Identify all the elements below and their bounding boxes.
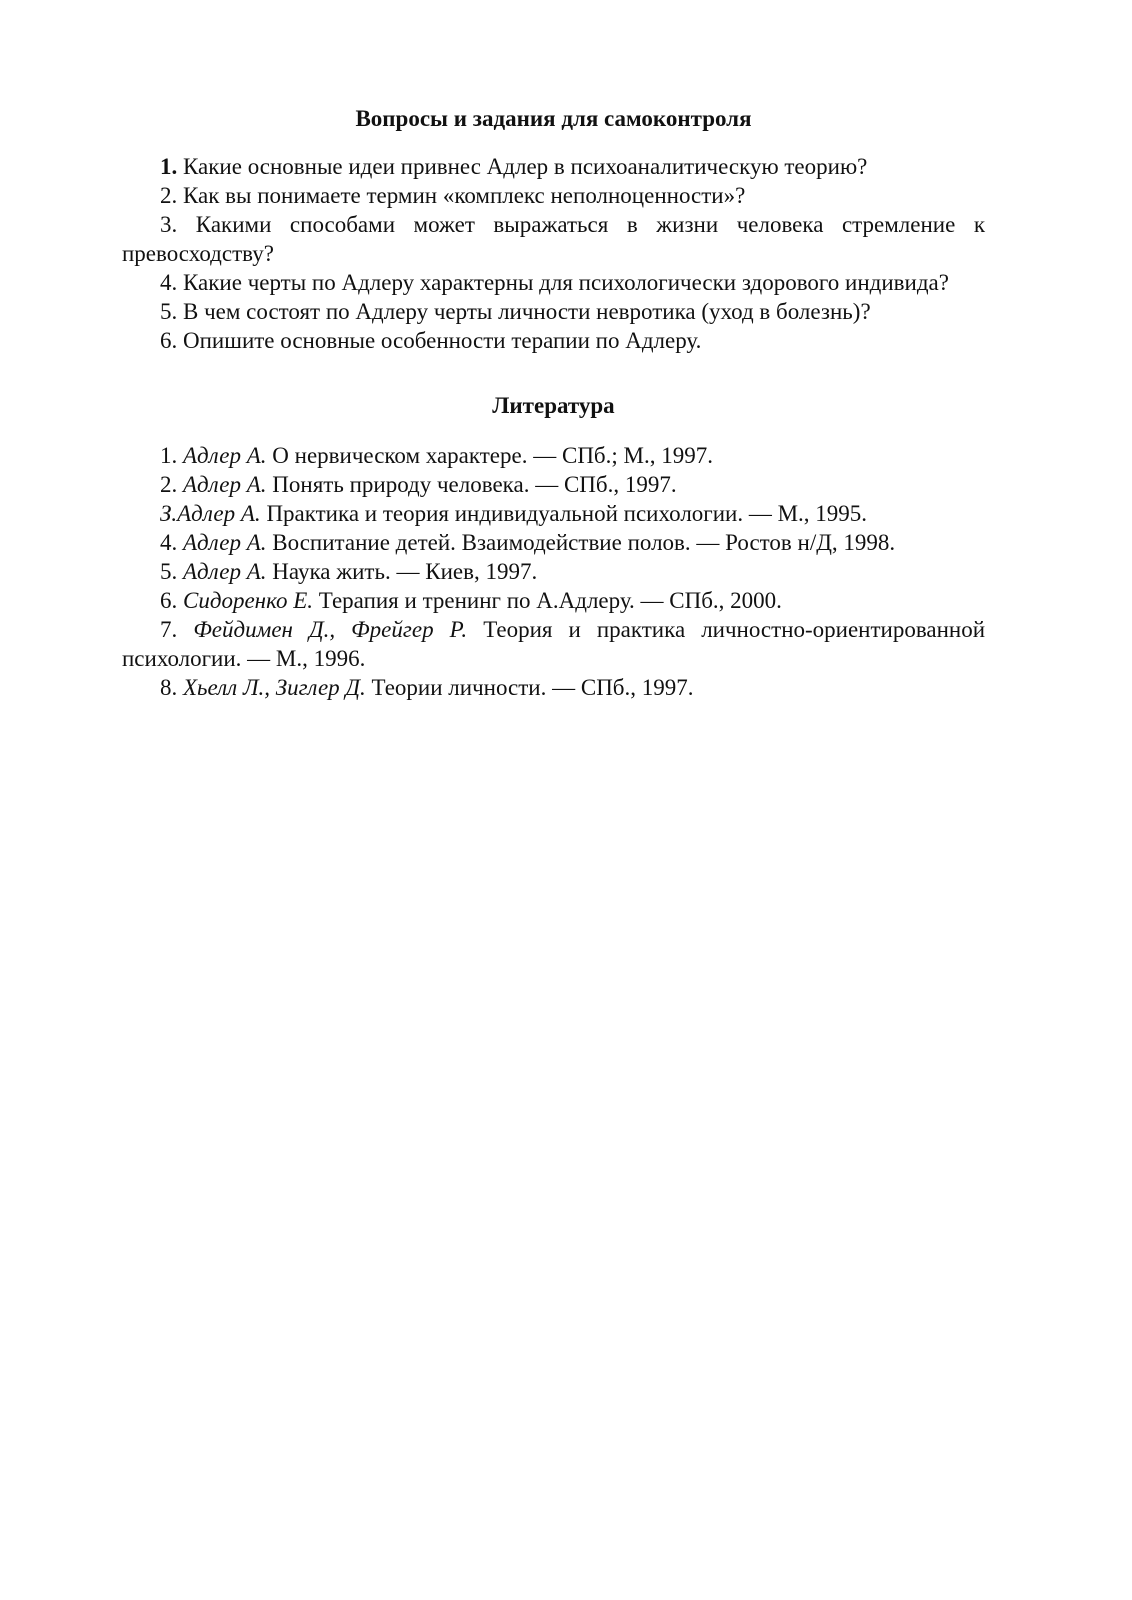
question-item <box>122 326 985 355</box>
question-text: Как вы понимаете термин «комплекс неполноценности»? <box>183 183 746 208</box>
question-text: Какими способами может выражаться в жизни человека стремление к превосходству? <box>122 212 985 266</box>
reference-author: Адлер А. <box>183 559 267 584</box>
reference-item <box>122 615 985 673</box>
reference-text: Наука жить. — Киев, 1997. <box>272 559 538 584</box>
question-item <box>122 152 985 181</box>
reference-author: Адлер А. <box>183 472 267 497</box>
question-text: Какие основные идеи привнес Адлер в психоаналитическую теорию? <box>183 154 868 179</box>
question-item <box>122 181 985 210</box>
reference-item <box>122 586 985 615</box>
question-item <box>122 210 985 268</box>
reference-author: Адлер А. <box>183 443 267 468</box>
reference-text: Практика и теория индивидуальной психологии. — М., 1995. <box>266 501 868 526</box>
reference-item <box>122 528 985 557</box>
reference-number: 8. <box>160 675 178 700</box>
reference-number: 1. <box>160 443 178 468</box>
reference-number: 4. <box>160 530 178 555</box>
document-page <box>122 100 985 702</box>
reference-number: 2. <box>160 472 178 497</box>
reference-item <box>122 441 985 470</box>
reference-item <box>122 470 985 499</box>
reference-number: 6. <box>160 588 178 613</box>
reference-text: Понять природу человека. — СПб., 1997. <box>272 472 677 497</box>
questions-heading: Вопросы и задания для самоконтроля <box>355 106 752 131</box>
question-text: В чем состоят по Адлеру черты личности невротика (уход в болезнь)? <box>183 299 871 324</box>
question-text: Опишите основные особенности терапии по Адлеру. <box>183 328 702 353</box>
reference-item <box>122 557 985 586</box>
reference-text: О нервическом характере. — СПб.; М., 1997. <box>272 443 713 468</box>
reference-author: Хьелл Л., Зиглер Д. <box>183 675 366 700</box>
reference-item <box>122 499 985 528</box>
reference-author: Адлер А. <box>183 530 267 555</box>
question-number: 4. <box>160 270 178 295</box>
questions-list <box>122 152 985 355</box>
reference-text: Терапия и тренинг по А.Адлеру. — СПб., 2000. <box>318 588 782 613</box>
literature-list <box>122 441 985 702</box>
reference-author: З.Адлер А. <box>160 501 261 526</box>
reference-text: Теория и практика личностно-ориентированной психологии. — М., 1996. <box>122 617 986 671</box>
question-number: 2. <box>160 183 178 208</box>
reference-author: Сидоренко Е. <box>183 588 314 613</box>
question-number: 5. <box>160 299 178 324</box>
reference-number: 7. <box>160 617 178 642</box>
question-number: 3. <box>160 212 178 237</box>
reference-text: Теории личности. — СПб., 1997. <box>371 675 694 700</box>
question-item <box>122 268 985 297</box>
literature-heading: Литература <box>492 393 615 418</box>
reference-item <box>122 673 985 702</box>
reference-text: Воспитание детей. Взаимодействие полов. — Ростов н/Д, 1998. <box>272 530 896 555</box>
question-number: 1. <box>160 154 178 179</box>
question-item <box>122 297 985 326</box>
reference-number: 5. <box>160 559 178 584</box>
question-number: 6. <box>160 328 178 353</box>
reference-author: Фейдимен Д., Фрейгер Р. <box>193 617 468 642</box>
question-text: Какие черты по Адлеру характерны для психологически здорового индивида? <box>183 270 949 295</box>
